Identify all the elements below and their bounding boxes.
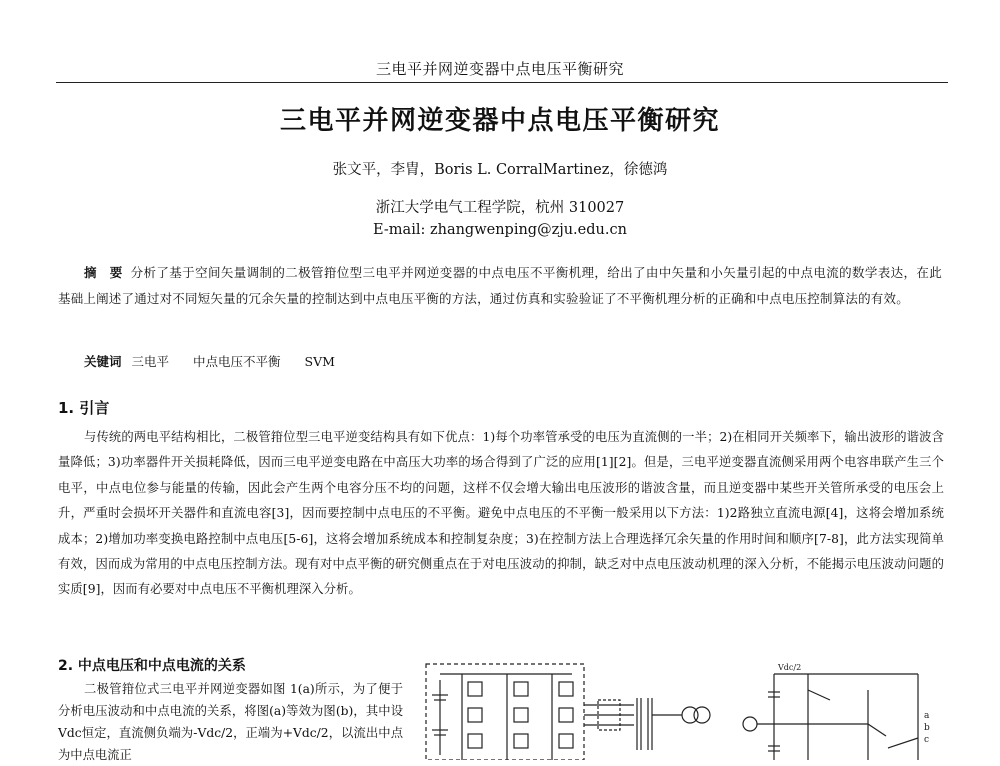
paper-title: 三电平并网逆变器中点电压平衡研究 xyxy=(279,106,720,136)
abstract-text: 分析了基于空间矢量调制的二极管箝位型三电平并网逆变器的中点电压不平衡机理，给出了由中矢量和小矢量引起的中点电流的数学表达，在此基础上阐述了通过对不同短矢量的冗余矢量的控制达到中点电压平衡的方法，通过仿真和实验验证了不平衡机理分析的正确和中点电压控制算法的有效。 xyxy=(58,265,942,306)
keywords xyxy=(84,352,355,370)
paper-email: E-mail: zhangwenping@zju.edu.cn xyxy=(373,222,627,238)
figure-1a-circuit xyxy=(422,660,722,760)
figure-1b-top-label: Vdc/2 xyxy=(778,663,802,672)
section-2-text: 二极管箝位式三电平并网逆变器如图 1(a)所示，为了便于分析电压波动和中点电流的关系，将图(a)等效为图(b)，其中设 Vdc恒定，直流侧负端为-Vdc/2，正端为+Vdc/2，以流出中点为中点电流正 xyxy=(58,682,403,762)
running-header: 三电平并网逆变器中点电压平衡研究 xyxy=(375,60,624,78)
paper-authors: 张文平，李胄，Boris L. CorralMartinez，徐德鸿 xyxy=(332,162,668,178)
keyword: 中点电压不平衡 xyxy=(193,354,281,369)
paper-affiliation: 浙江大学电气工程学院，杭州 310027 xyxy=(375,200,625,216)
abstract xyxy=(58,260,942,312)
keyword: SVM xyxy=(304,354,335,369)
header-rule xyxy=(56,82,948,83)
figure-1b-phase-c: c xyxy=(924,735,930,745)
section-1-heading: 1. 引言 xyxy=(58,399,110,417)
keywords-label: 关键词 xyxy=(84,354,122,369)
figure-1b-phase-b: b xyxy=(924,723,930,733)
figure-1b-equivalent-circuit xyxy=(738,660,948,760)
section-1-text: 与传统的两电平结构相比，二极管箝位型三电平逆变结构具有如下优点：1)每个功率管承受的电压为直流侧的一半；2)在相同开关频率下，输出波形的谐波含量降低；3)功率器件开关损耗降低，因而三电平逆变电路在中高压大功率的场合得到了广泛的应用[1][2]。但是，三电平逆变器直流侧采用两个电容串联产生三个电平，中点电位参与能量的传输，因此会产生两个电容分压不均的问题，这样不仅会增大输出电压波形的谐波含量，而且逆变器中某些开关管所承受的电压会上升，严重时会损坏开关器件和直流电容[3]，因而要控制中点电压的不平衡。避免中点电压的不平衡一般采用以下方法：1)2路独立直流电源[4]，这将会增加系统成本；2)增加功率变换电路控制中点电压[5-6]，这将会增加系统成本和控制复杂度；3)在控制方法上合理选择冗余矢量的作用时间和顺序[7-8]，此方法实现简单有效，因而成为常用的中点电压控制方法。现有对中点平衡的研究侧重点在于对电压波动的抑制，缺乏对中点电压波动机理的深入分析，不能揭示电压波动问题的实质[9]，因而有必要对中点电压不平衡机理深入分析。 xyxy=(58,430,944,597)
keyword: 三电平 xyxy=(131,354,170,369)
figure-1b-phase-a: a xyxy=(924,711,930,721)
abstract-label: 摘 要 xyxy=(84,265,123,280)
section-2-heading: 2. 中点电压和中点电流的关系 xyxy=(58,658,246,674)
